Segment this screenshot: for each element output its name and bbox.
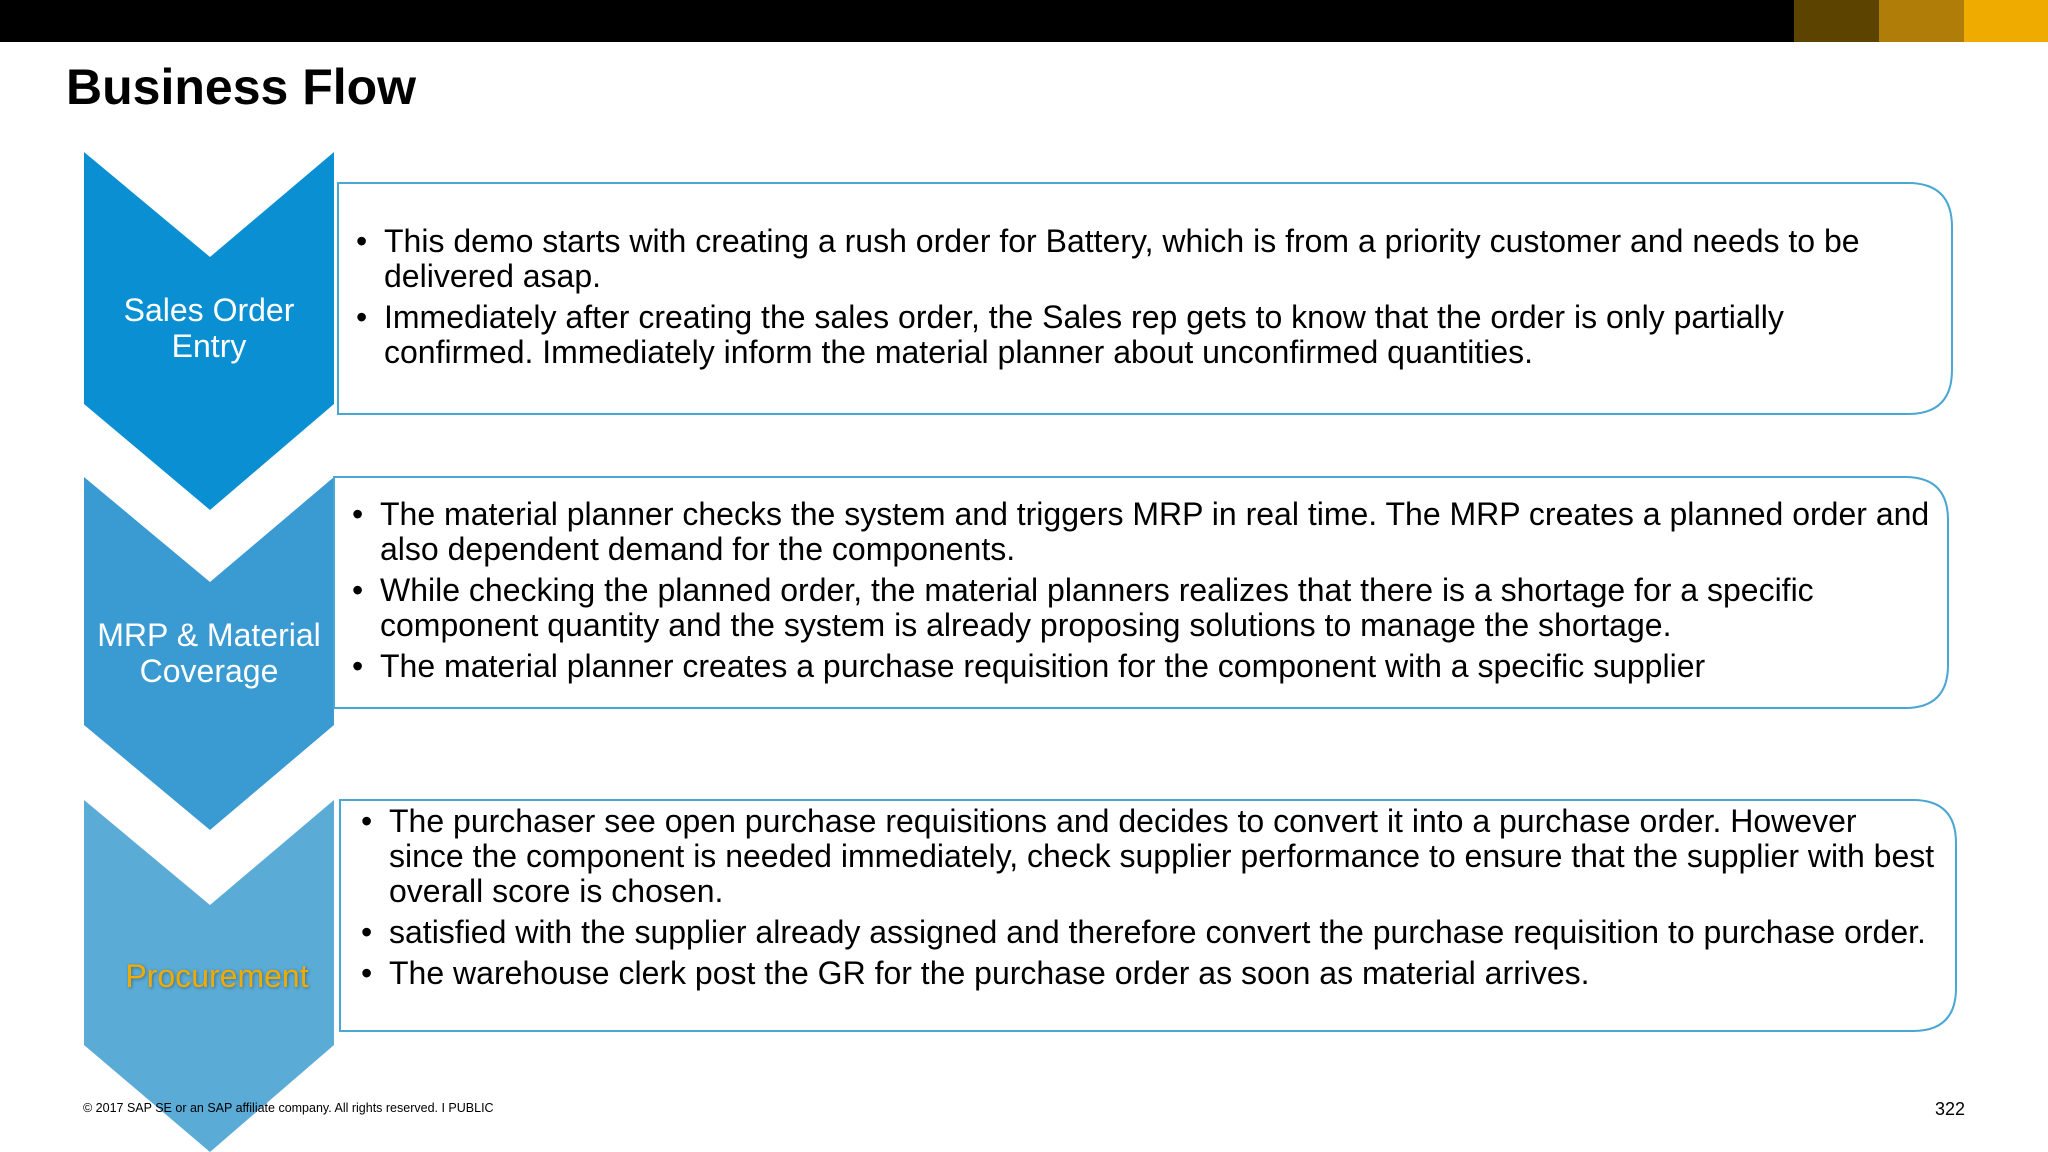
bullet-item: • The material planner creates a purchase requisition for the component with a specific supplier [350,649,1930,684]
bullet-item: • The purchaser see open purchase requisitions and decides to convert it into a purchase order. However since the component is needed immediately, check supplier performance to ensure that the supplier with best overall score is chosen. [359,804,1939,909]
bullet-item: • Immediately after creating the sales order, the Sales rep gets to know that the order is only partially confirmed. Immediately inform the material planner about unconfirmed quantities. [354,300,1914,370]
bullet-item: • The warehouse clerk post the GR for the purchase order as soon as material arrives. [359,956,1939,991]
bullet-item: • While checking the planned order, the material planners realizes that there is a shortage for a specific component quantity and the system is already proposing solutions to manage the shortage. [350,573,1930,643]
bullets-mrp [350,497,1930,690]
copyright-footer: © 2017 SAP SE or an SAP affiliate company. All rights reserved. I PUBLIC [83,1101,494,1115]
bullet-item: • satisfied with the supplier already assigned and therefore convert the purchase requisition to purchase order. [359,915,1939,950]
step-label-mrp-text: MRP & Material Coverage [97,617,321,689]
step-label-mrp [84,617,334,689]
step-label-procurement-text: Procurement [125,958,309,994]
step-label-procurement [84,958,350,994]
bullets-sales-order [354,224,1914,376]
bullet-item: • The material planner checks the system and triggers MRP in real time. The MRP creates a planned order and also dependent demand for the components. [350,497,1930,567]
slide-title: Business Flow [66,59,417,115]
bullet-item: • This demo starts with creating a rush order for Battery, which is from a priority customer and needs to be delivered asap. [354,224,1914,294]
page-number: 322 [1934,1099,1965,1119]
step-label-sales-order [84,292,334,364]
bullets-procurement [359,804,1939,997]
step-label-sales-order-text: Sales Order Entry [123,292,295,364]
